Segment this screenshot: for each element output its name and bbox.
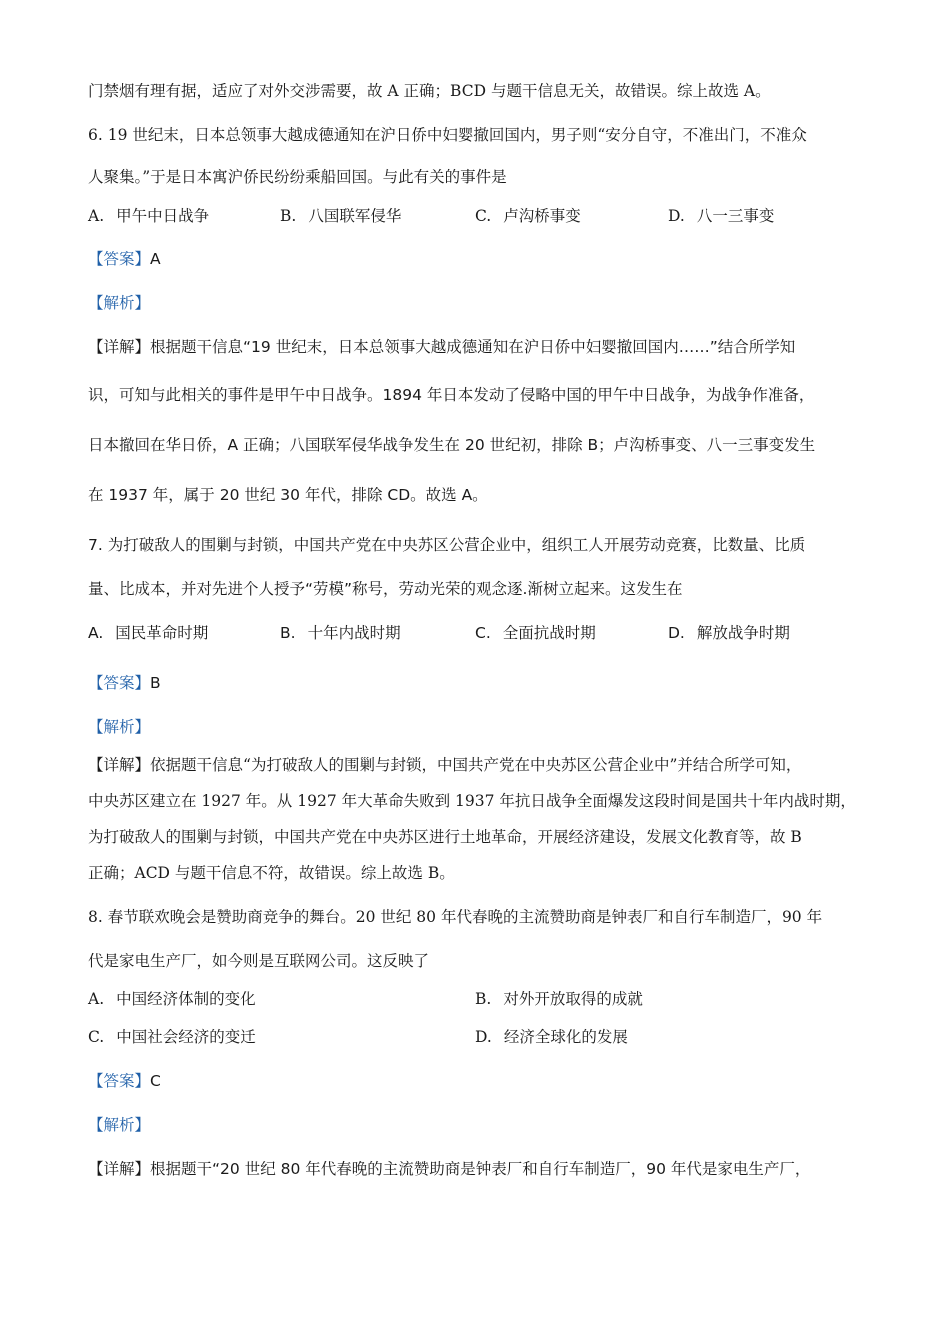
q7-detail-line: 【详解】依据题干信息“为打破敌人的围剿与封锁，中国共产党在中央苏区公营企业中”并结合所学可知， <box>88 756 802 774</box>
answer-value: C <box>150 1072 161 1090</box>
q7-option-d: D. 解放战争时期 <box>668 624 790 642</box>
q6-stem-line: 6. 19 世纪末，日本总领事大越成德通知在沪日侨中妇婴撤回国内，男子则“安分自守，不准出门，不准众 <box>88 126 807 144</box>
q6-option-d: D. 八一三事变 <box>668 207 775 225</box>
q8-option-c: C. 中国社会经济的变迁 <box>88 1028 256 1046</box>
q7-detail-line: 中央苏区建立在 1927 年。从 1927 年大革命失败到 1937 年抗日战争全面爆发这段时间是国共十年内战时期， <box>88 792 856 810</box>
q8-detail-line: 【详解】根据题干“20 世纪 80 年代春晚的主流赞助商是钟表厂和自行车制造厂，90 年代是家电生产厂， <box>88 1160 811 1178</box>
q7-analysis-tag: 【解析】 <box>88 718 151 736</box>
q7-detail-line: 正确；ACD 与题干信息不符，故错误。综上故选 B。 <box>88 864 455 882</box>
q8-stem-line: 8. 春节联欢晚会是赞助商竞争的舞台。20 世纪 80 年代春晚的主流赞助商是钟表厂和自行车制造厂，90 年 <box>88 908 823 926</box>
q7-answer <box>88 672 868 694</box>
q7-stem-line: 7. 为打破敌人的围剿与封锁，中国共产党在中央苏区公营企业中，组织工人开展劳动竞赛，比数量、比质 <box>88 536 806 554</box>
q8-option-b: B. 对外开放取得的成就 <box>475 990 643 1008</box>
q8-analysis-tag: 【解析】 <box>88 1116 151 1134</box>
q6-answer <box>88 248 868 270</box>
q7-option-b: B. 十年内战时期 <box>280 624 401 642</box>
q6-detail-line: 在 1937 年，属于 20 世纪 30 年代，排除 CD。故选 A。 <box>88 486 488 504</box>
q6-option-b: B. 八国联军侵华 <box>280 207 402 225</box>
detail-tag: 【详解】 <box>88 1160 151 1178</box>
q7-detail-line: 为打破敌人的围剿与封锁，中国共产党在中央苏区进行土地革命，开展经济建设，发展文化教育等，故 B <box>88 828 802 846</box>
answer-value: B <box>150 674 161 692</box>
q5-analysis-tail: 门禁烟有理有据，适应了对外交涉需要，故 A 正确；BCD 与题干信息无关，故错误。综上故选 A。 <box>88 82 771 100</box>
q6-option-c: C. 卢沟桥事变 <box>475 207 581 225</box>
q6-detail-line: 日本撤回在华日侨，A 正确；八国联军侵华战争发生在 20 世纪初，排除 B；卢沟桥事变、八一三事变发生 <box>88 436 816 454</box>
answer-tag: 【答案】 <box>88 250 151 268</box>
q7-option-c: C. 全面抗战时期 <box>475 624 596 642</box>
q6-stem-line: 人聚集。”于是日本寓沪侨民纷纷乘船回国。与此有关的事件是 <box>88 168 507 186</box>
q8-stem-line: 代是家电生产厂，如今则是互联网公司。这反映了 <box>88 952 430 970</box>
detail-tag: 【详解】 <box>88 756 151 774</box>
q8-option-a: A. 中国经济体制的变化 <box>88 990 256 1008</box>
q6-detail-line: 识，可知与此相关的事件是甲午中日战争。1894 年日本发动了侵略中国的甲午中日战争，为战争作准备， <box>88 386 815 404</box>
q8-option-d: D. 经济全球化的发展 <box>475 1028 628 1046</box>
q6-option-a: A. 甲午中日战争 <box>88 207 210 225</box>
q6-detail-line: 【详解】根据题干信息“19 世纪末，日本总领事大越成德通知在沪日侨中妇婴撤回国内……”结合所学知 <box>88 338 796 356</box>
q7-stem-line: 量、比成本，并对先进个人授予“劳模”称号，劳动光荣的观念逐.渐树立起来。这发生在 <box>88 580 683 598</box>
q8-answer <box>88 1070 868 1092</box>
q6-analysis-tag: 【解析】 <box>88 294 151 312</box>
detail-tag: 【详解】 <box>88 338 151 356</box>
q7-option-a: A. 国民革命时期 <box>88 624 209 642</box>
answer-tag: 【答案】 <box>88 1072 151 1090</box>
answer-value: A <box>150 250 161 268</box>
answer-tag: 【答案】 <box>88 674 151 692</box>
